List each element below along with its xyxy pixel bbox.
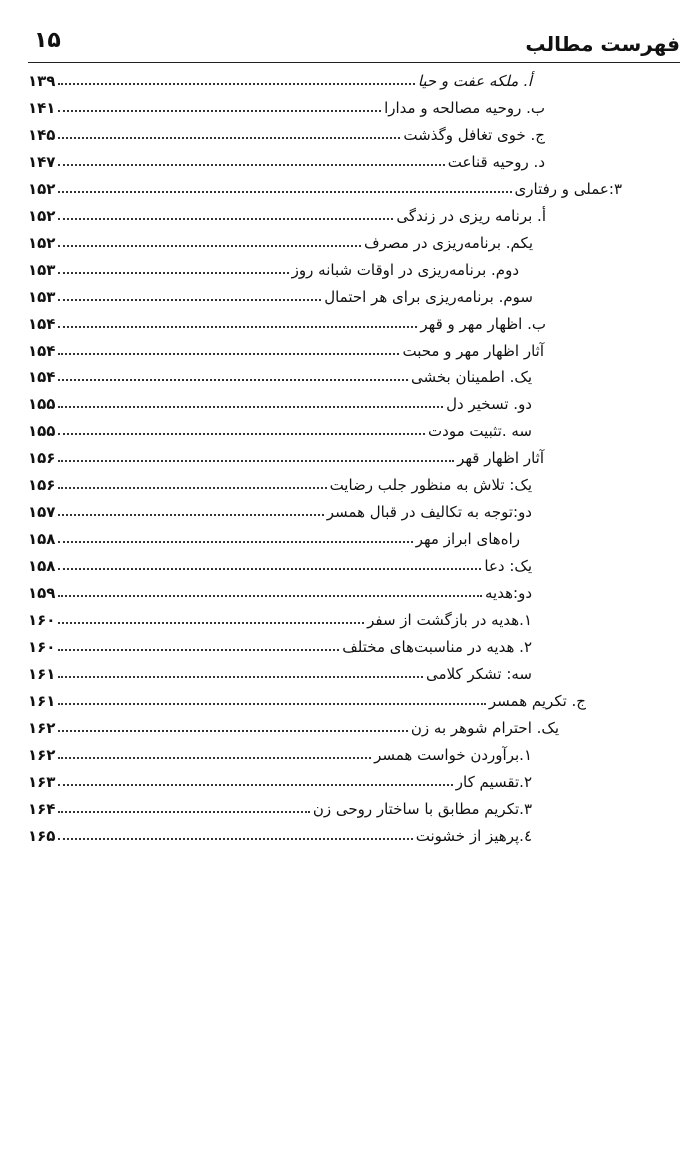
dot-leader [58, 703, 486, 705]
toc-entry [28, 151, 545, 173]
toc-entry [28, 340, 544, 362]
dot-leader [58, 568, 481, 570]
toc-entry-title: ج. تکریم همسر [488, 691, 586, 710]
toc-entry-title: دو:توجه به تکالیف در قبال همسر [326, 503, 532, 522]
toc-entry-title: ۳:عملی و رفتاری [514, 179, 622, 198]
toc-entry-title: سه: تشکر کلامی [426, 664, 532, 683]
toc-entry-title: ۱.هدیه در بازگشت از سفر [367, 611, 532, 629]
toc-entry-title: دو:هدیه [485, 584, 532, 603]
toc-entry-page: ۱۳۹ [28, 72, 56, 90]
toc-entry [28, 259, 519, 281]
toc-entry [28, 663, 532, 685]
toc-entry-title: سه .تثبیت مودت [428, 422, 532, 441]
toc-entry-page: ۱۶۵ [28, 826, 56, 845]
dot-leader [58, 137, 400, 139]
toc-entry [28, 313, 546, 335]
toc-entry-page: ۱۵۷ [28, 503, 56, 522]
toc-entry [28, 420, 532, 442]
toc-entry-title: ۱.برآوردن خواست همسر [374, 745, 532, 764]
toc-entry-title: ۲. هدیه در مناسبت‌های مختلف [342, 637, 532, 656]
toc-entry [28, 717, 559, 739]
dot-leader [58, 299, 321, 301]
toc-entry-title: آثار اظهار مهر و محبت [402, 341, 544, 360]
toc-entry-page: ۱۵۳ [28, 260, 56, 279]
toc-entry-page: ۱۴۱ [28, 98, 56, 117]
toc-entry-title: یک: دعا [484, 557, 532, 576]
toc-entry-page: ۱۵۲ [28, 179, 56, 198]
toc-entry-page: ۱۶۳ [28, 772, 56, 791]
dot-leader [58, 460, 454, 462]
toc-entry-title: راه‌های ابراز مهر [415, 530, 520, 549]
dot-leader [58, 353, 399, 355]
toc-entry-title: آثار اظهار قهر [457, 449, 544, 468]
toc-entry-page: ۱۵۶ [28, 449, 56, 468]
dot-leader [58, 110, 381, 112]
toc-entry-page: ۱۶۲ [28, 745, 56, 764]
toc-entry [28, 447, 544, 469]
dot-leader [58, 541, 413, 543]
toc-entry-page: ۱۵۶ [28, 476, 56, 495]
toc-entry-title: یک: تلاش به منظور جلب رضایت [329, 476, 532, 495]
toc-entry-title: ٤.پرهیز از خشونت [415, 826, 532, 845]
toc-entry-page: ۱۵۲ [28, 233, 56, 252]
toc-entry-page: ۱۶۲ [28, 718, 56, 737]
toc-entry-page: ۱۵۴ [28, 341, 56, 360]
toc-entry [28, 501, 532, 523]
dot-leader [58, 164, 445, 166]
toc-entry-title: ج. خوی تغافل وگذشت [403, 125, 545, 144]
toc-entry-title: سوم. برنامه‌ریزی برای هر احتمال [324, 287, 533, 306]
toc-entry [28, 393, 532, 415]
toc-entry [28, 286, 533, 308]
dot-leader [58, 191, 512, 193]
dot-leader [58, 757, 371, 759]
toc-entry-page: ۱۶۱ [28, 691, 56, 710]
toc-entry-title: دوم. برنامه‌ریزی در اوقات شبانه روز [291, 260, 519, 279]
toc-entry-title: ۳.تکریم مطابق با ساختار روحی زن [312, 799, 532, 818]
toc-entry [28, 825, 532, 847]
toc-entry-title: ب. اظهار مهر و قهر [420, 314, 546, 333]
toc-entry [28, 555, 532, 577]
toc-entry [28, 744, 532, 766]
toc-entry-page: ۱۵۸ [28, 530, 56, 549]
dot-leader [58, 595, 482, 597]
dot-leader [58, 514, 324, 516]
toc-entry [28, 232, 533, 254]
toc-entry-page: ۱۵۹ [28, 584, 56, 603]
toc-entry [28, 205, 546, 227]
toc-entry-title: یک. اطمینان بخشی [410, 368, 532, 387]
page-title: فهرست مطالب [525, 32, 680, 56]
toc-entry-page: ۱۵۲ [28, 206, 56, 225]
toc-entry-title: یکم. برنامه‌ریزی در مصرف [363, 233, 533, 252]
toc-entry [28, 690, 586, 712]
toc-entry-title: ب. روحیه مصالحه و مدارا [384, 98, 545, 117]
toc-page [28, 28, 680, 845]
toc-entry-page: ۱۵۴ [28, 368, 56, 387]
dot-leader [58, 406, 443, 408]
toc-entry [28, 636, 532, 658]
toc-entry-title: أ. برنامه ریزی در زندگی [396, 206, 546, 225]
toc-entry-page: ۱۵۳ [28, 287, 56, 306]
toc-entry [28, 124, 545, 146]
dot-leader [58, 649, 339, 651]
dot-leader [58, 326, 417, 328]
toc-entry [28, 609, 532, 631]
toc-entry [28, 771, 532, 793]
dot-leader [58, 676, 423, 678]
toc-entry-page: ۱۶۰ [28, 611, 56, 629]
toc-entry-page: ۱۴۷ [28, 152, 56, 171]
dot-leader [58, 730, 408, 732]
toc-entry-title: أ. ملکه عفت و حیا [417, 72, 532, 90]
toc-entry-title: ۲.تقسیم کار [455, 772, 532, 791]
dot-leader [58, 218, 393, 220]
toc-entry-page: ۱۶۴ [28, 799, 56, 818]
toc-entry [28, 70, 532, 92]
dot-leader [58, 838, 413, 840]
dot-leader [58, 433, 425, 435]
toc-entry-title: د. روحیه قناعت [447, 152, 545, 171]
toc-entry [28, 798, 532, 820]
dot-leader [58, 784, 453, 786]
toc-entry-page: ۱۶۱ [28, 664, 56, 683]
toc-entry [28, 366, 532, 388]
toc-entry-title: دو. تسخیر دل [446, 395, 532, 414]
dot-leader [58, 811, 310, 813]
dot-leader [58, 272, 289, 274]
toc-entry [28, 582, 532, 604]
page-number: ۱۵ [34, 28, 61, 53]
toc-entry-page: ۱۵۴ [28, 314, 56, 333]
page-header [28, 28, 680, 63]
toc-entry-page: ۱۵۸ [28, 557, 56, 576]
toc-entry-page: ۱۴۵ [28, 125, 56, 144]
dot-leader [58, 379, 408, 381]
toc-entry-title: یک. احترام شوهر به زن [410, 718, 559, 737]
dot-leader [58, 245, 361, 247]
toc-entry [28, 474, 532, 496]
dot-leader [58, 622, 364, 624]
dot-leader [58, 487, 327, 489]
toc-entry [28, 97, 545, 119]
dot-leader [58, 83, 415, 85]
toc-entry-page: ۱۶۰ [28, 637, 56, 656]
toc-entry-page: ۱۵۵ [28, 395, 56, 414]
toc-entry-page: ۱۵۵ [28, 422, 56, 441]
toc-entry [28, 528, 520, 550]
toc-entry [28, 178, 622, 200]
